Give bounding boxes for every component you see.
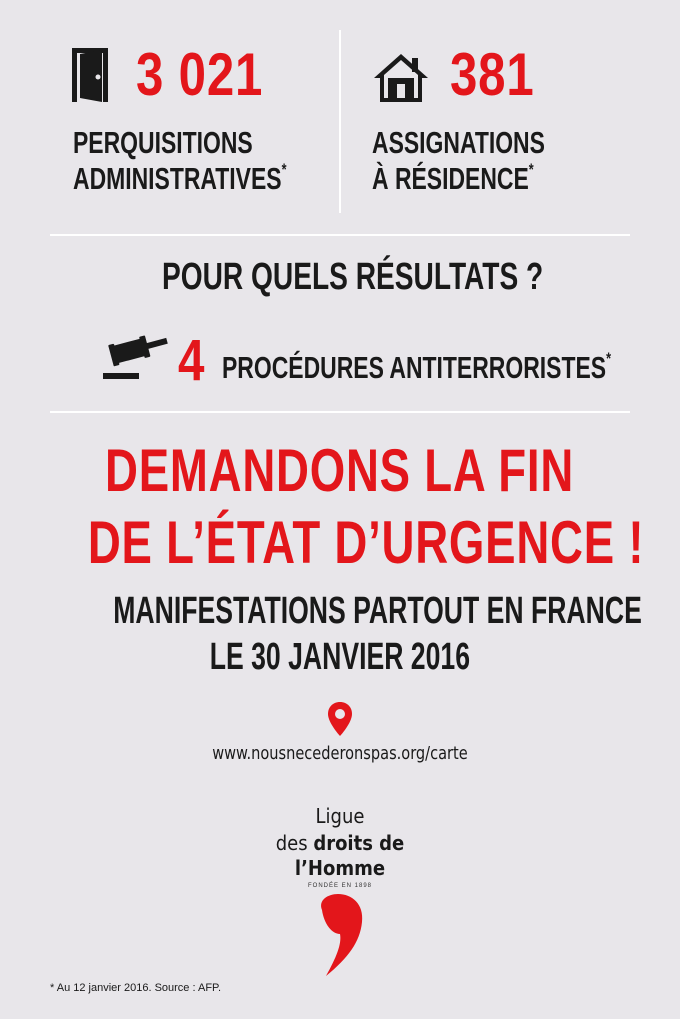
assignations-count: 381 <box>450 41 535 108</box>
horizontal-divider-top <box>50 234 630 236</box>
logo-line1: Ligue <box>315 804 365 828</box>
perquisitions-count: 3 021 <box>136 41 264 108</box>
call-line2: DE L’ÉTAT D’URGENCE ! <box>87 509 645 576</box>
footnote-mark: * <box>606 349 611 369</box>
event-line1: MANIFESTATIONS PARTOUT EN FRANCE <box>113 590 642 632</box>
footnote-mark: * <box>528 160 534 180</box>
map-pin-icon <box>327 701 353 737</box>
footnote: * Au 12 janvier 2016. Source : AFP. <box>50 982 222 994</box>
perquisitions-label-line1: PERQUISITIONS <box>73 125 253 160</box>
event-line2: LE 30 JANVIER 2016 <box>209 636 471 678</box>
perquisitions-label-text: ADMINISTRATIVES <box>73 161 282 196</box>
call-line1: DEMANDONS LA FIN <box>105 437 575 504</box>
campaign-url-link[interactable]: www.nousnecederonspas.org/carte <box>212 743 468 764</box>
ldh-logo <box>230 804 450 984</box>
procedures-label <box>222 350 611 386</box>
logo-line2-bold: droits de <box>313 831 405 855</box>
perquisitions-label-line2 <box>73 161 287 197</box>
logo-founded: FONDÉE EN 1898 <box>307 883 373 889</box>
procedures-label-text: PROCÉDURES ANTITERRORISTES <box>222 350 607 385</box>
assignations-label-line1: ASSIGNATIONS <box>372 125 545 160</box>
logo-line3: l’Homme <box>294 856 386 880</box>
assignations-label-text: À RÉSIDENCE <box>372 161 529 196</box>
door-icon <box>72 46 112 104</box>
horizontal-divider-middle <box>50 411 630 413</box>
ldh-emblem-icon <box>314 892 366 980</box>
house-icon <box>372 52 430 104</box>
assignations-label-line2 <box>372 161 534 197</box>
footnote-mark: * <box>281 160 287 180</box>
results-question: POUR QUELS RÉSULTATS ? <box>162 256 544 298</box>
gavel-icon <box>103 333 169 383</box>
logo-line2-regular: des <box>275 831 314 855</box>
logo-line2 <box>230 831 450 855</box>
procedures-count: 4 <box>178 328 205 393</box>
